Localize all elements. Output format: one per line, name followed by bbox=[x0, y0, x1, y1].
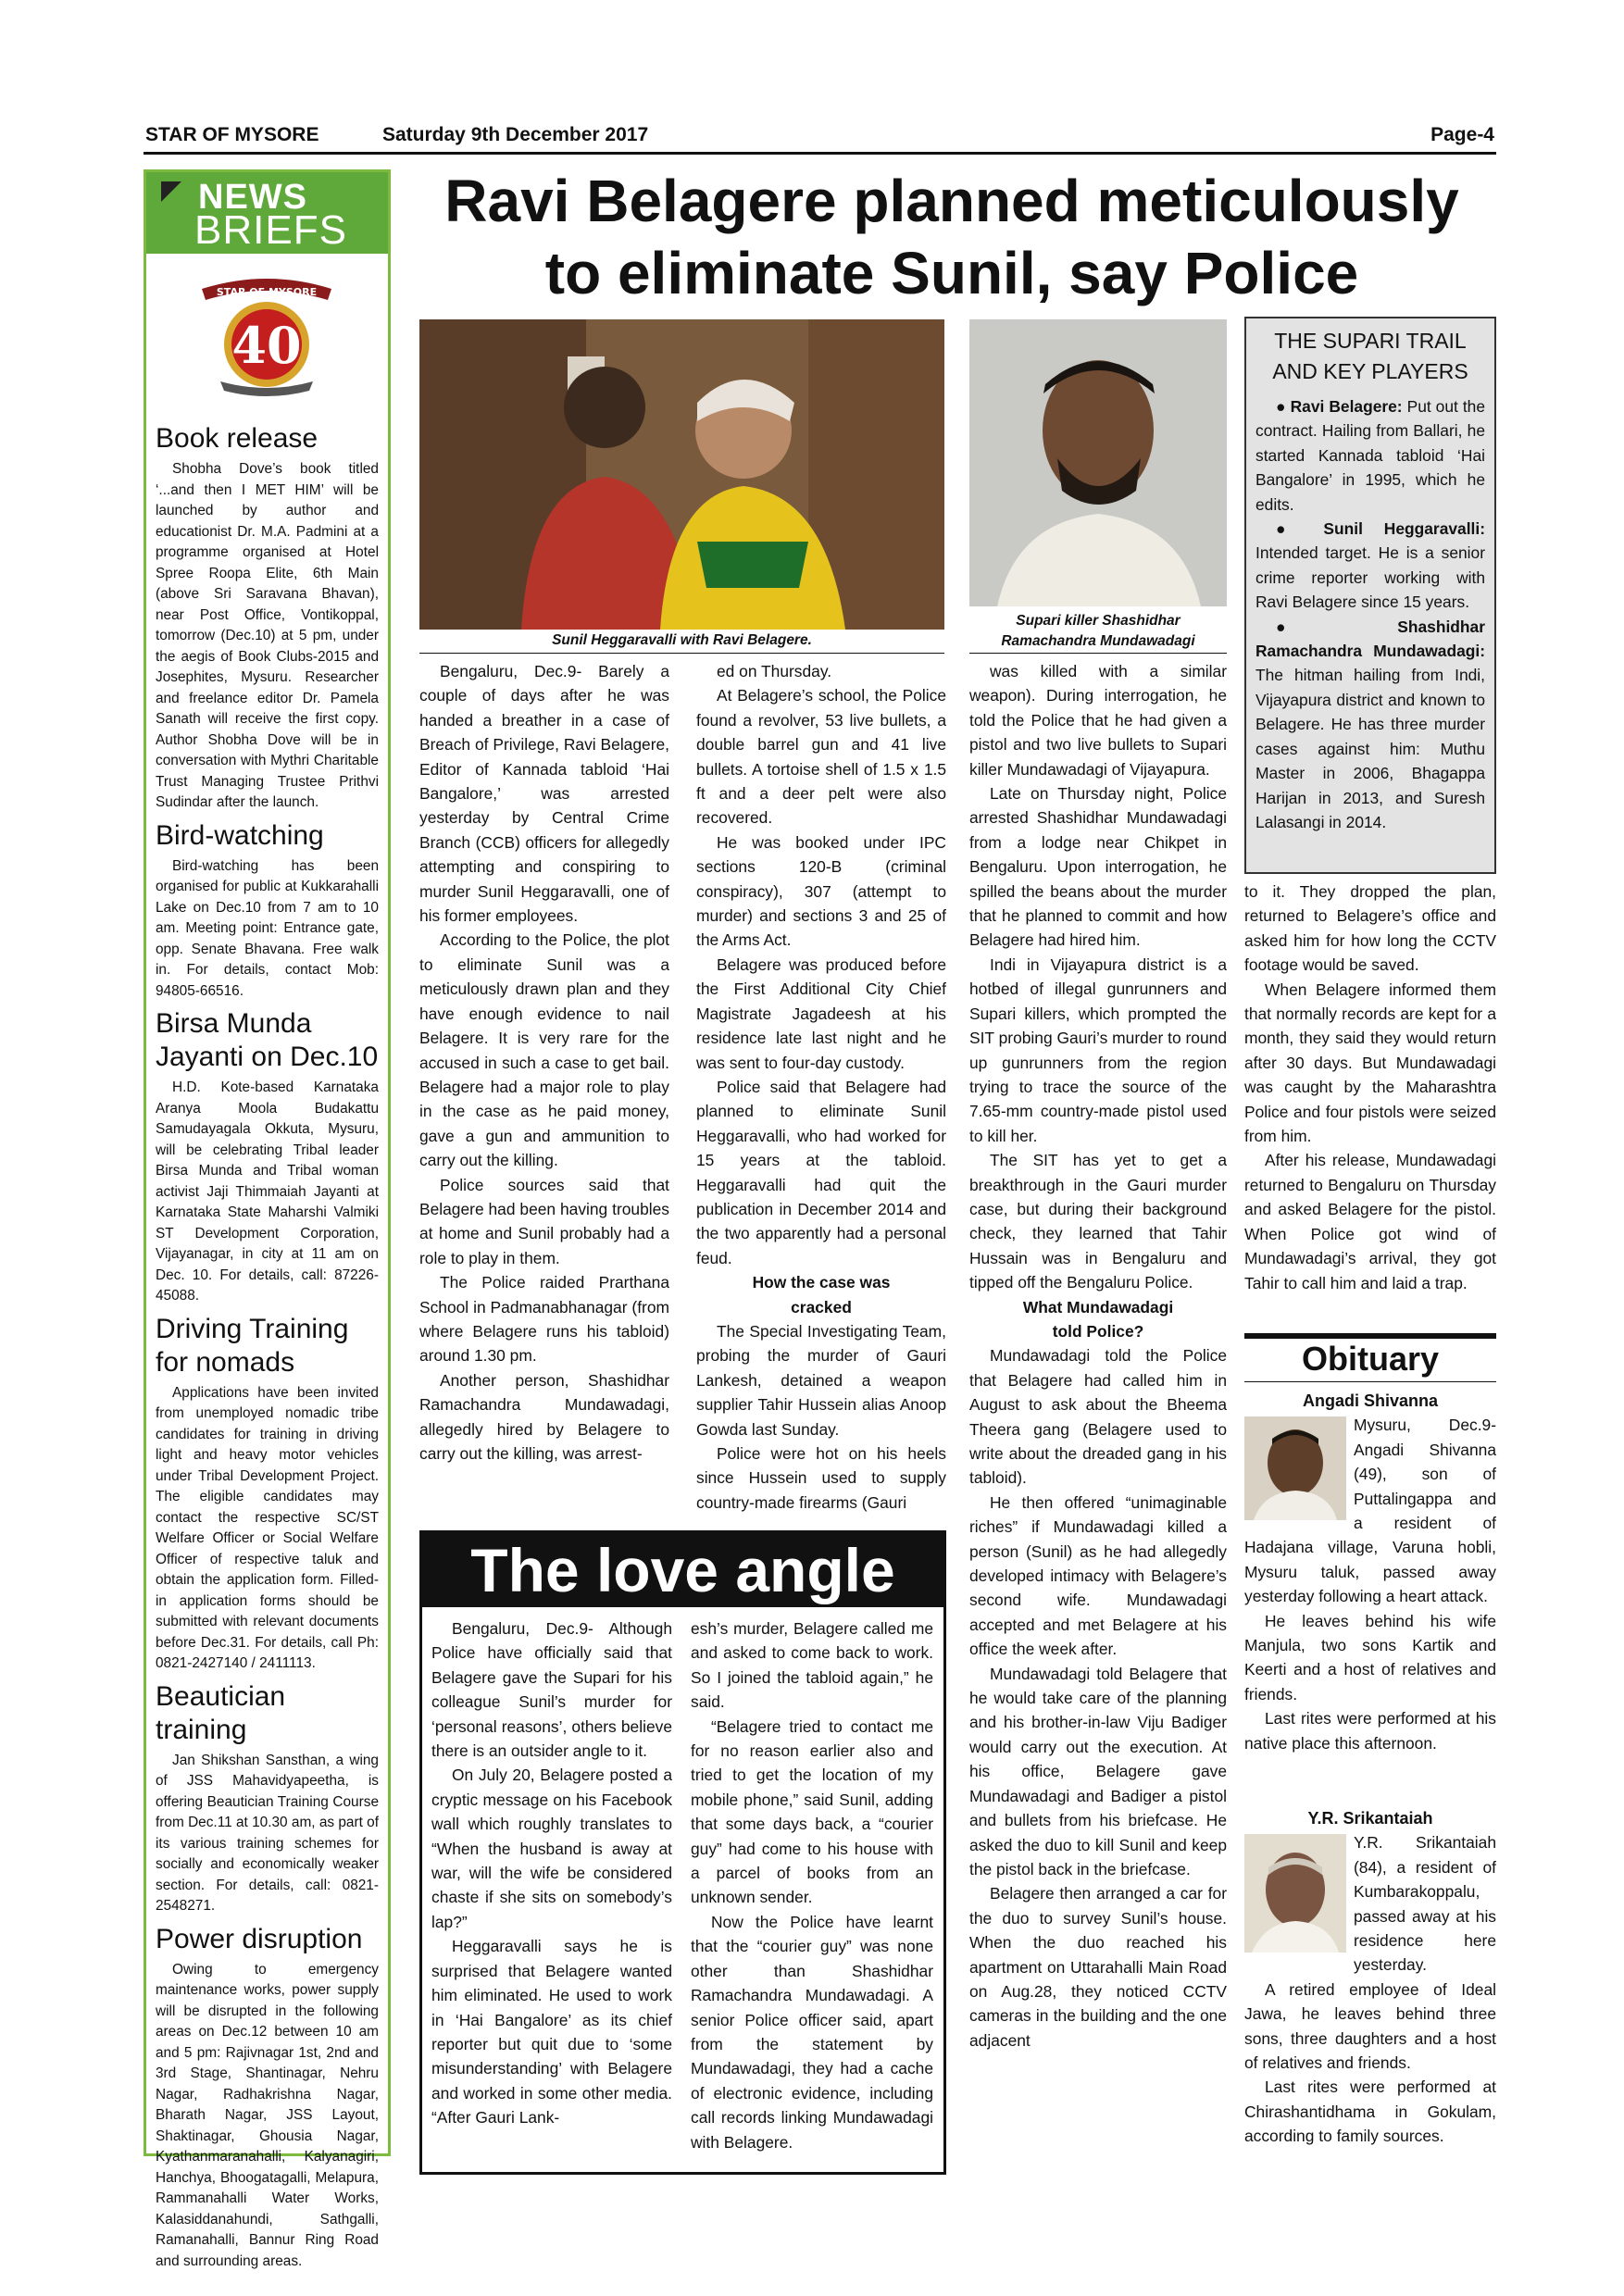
player-name: Shashidhar Ramachandra Mundawadagi: bbox=[1255, 617, 1485, 661]
obituary-title: Obituary bbox=[1301, 1340, 1440, 1378]
trail-item: ● Ravi Belagere: Put out the contract. Hailing from Ballari, he started Kannada tabloid ‘Hai Bangalore’ in 1995, which he edits. bbox=[1255, 397, 1485, 514]
header-rule bbox=[144, 152, 1496, 155]
player-name: Ravi Belagere: bbox=[1290, 397, 1403, 416]
trail-title bbox=[1246, 318, 1494, 387]
obituary-rule bbox=[1244, 1381, 1496, 1382]
photo2-caption-line1: Supari killer Shashidhar bbox=[1016, 613, 1181, 629]
obituary-entry-1 bbox=[1244, 1389, 1496, 1755]
paragraph: He was booked under IPC sections 120-B (criminal conspiracy), 307 (attempt to murder) and sections 3 and 25 of the Arms Act. bbox=[696, 832, 946, 950]
brief-title: Book release bbox=[156, 423, 319, 454]
photo-sunil-with-ravi bbox=[419, 319, 944, 630]
masthead-date: Saturday 9th December 2017 bbox=[382, 124, 649, 145]
paragraph: ed on Thursday. bbox=[717, 662, 832, 680]
paragraph: Late on Thursday night, Police arrested Shashidhar Mundawadagi from a lodge near Chikpet in Bengaluru. Upon interrogation, he spilled the beans about the murder that he planned to commit and how Belagere had hired him. bbox=[969, 784, 1227, 950]
paragraph: He leaves behind his wife Manjula, two sons Kartik and Keerti and a host of relatives and friends. bbox=[1244, 1611, 1496, 1703]
love-angle-title: The love angle bbox=[422, 1533, 943, 1607]
headline-line-2: to eliminate Sunil, say Police bbox=[544, 240, 1359, 306]
trail-items bbox=[1246, 387, 1494, 834]
photo-supari-killer bbox=[969, 319, 1227, 606]
briefs-list bbox=[156, 417, 379, 2272]
paragraph: Mundawadagi told Belagere that he would take care of the planning and his brother-in-law Viju Badiger would carry out the execution. At his office, Belagere gave Mundawadagi and Badiger a pistol and bullets from his briefcase. He asked the duo to kill Sunil and keep the pistol back in the briefcase. bbox=[969, 1664, 1227, 1878]
paragraph: The Police raided Prarthana School in Padmanabhanagar (from where Belagere runs his tabloid) around 1.30 pm. bbox=[419, 1273, 669, 1366]
caption-rule bbox=[419, 653, 944, 654]
love-angle-col-2 bbox=[691, 1616, 933, 2172]
main-story-col-2 bbox=[696, 659, 946, 1520]
news-briefs-banner bbox=[146, 172, 388, 254]
paragraph: Last rites were performed at Chirashantidhama in Gokulam, according to family sources. bbox=[1244, 2078, 1496, 2146]
paragraph: The SIT has yet to get a breakthrough in the Gauri murder case, but during their background check, they learned that Tahir Hussain was in Bengaluru and tipped off the Bengaluru Police. bbox=[969, 1151, 1227, 1292]
masthead-paper-name: STAR OF MYSORE bbox=[145, 124, 319, 145]
paragraph: Another person, Shashidhar Ramachandra Mundawadagi, allegedly hired by Belagere to carry out the killing, was arrest- bbox=[419, 1370, 669, 1463]
subhead-what-mundawadagi bbox=[969, 1295, 1227, 1344]
obituary-header bbox=[1244, 1333, 1496, 1383]
paragraph: Police were hot on his heels since Hussein used to supply country-made firearms (Gauri bbox=[696, 1444, 946, 1512]
brief-body: H.D. Kote-based Karnataka Aranya Moola Budakattu Samudayagala Okkuta, Mysuru, will be celebrating Tribal leader Birsa Munda and Tribal woman activist Jaji Thimmaiah Jayanti at Karnataka State Maharshi Valmiki ST Development Corporation, Vijayanagar, in city at 11 am on Dec. 10. For details, call: 87226-45088. bbox=[156, 1079, 379, 1304]
brief-beautician-training bbox=[156, 1680, 379, 1917]
paragraph: He then offered “unimaginable riches” if Mundawadagi killed a person (Sunil) as he had allegedly developed intimacy with Belagere’s second wife. Mundawadagi accepted and met Belagere at his office the week after. bbox=[969, 1492, 1227, 1659]
paragraph: On July 20, Belagere posted a cryptic message on his Facebook wall which roughly translates to “When the husband is away at war, will the wife be considered chaste if she sits on somebody’s lap?” bbox=[431, 1766, 672, 1931]
paragraph: Belagere was produced before the First Additional City Chief Magistrate Jagadeesh at his residence late last night and he was sent to four-day custody. bbox=[696, 955, 946, 1072]
photo2-caption-line2: Ramachandra Mundawadagi bbox=[1001, 633, 1195, 649]
subhead-line: How the case was bbox=[752, 1273, 891, 1292]
brief-body: Jan Shikshan Sansthan, a wing of JSS Mahavidyapeetha, is offering Beautician Training Course from Dec.11 at 10.30 am, as part of its various training schemes for socially and economically weaker section. For details, call: 0821-2548271. bbox=[156, 1752, 379, 1914]
paragraph: Y.R. Srikantaiah (84), a resident of Kumbarakoppalu, passed away at his residence here yesterday. bbox=[1354, 1833, 1496, 1975]
paragraph: Bengaluru, Dec.9- Barely a couple of days after he was handed a breather in a case of Breach of Privilege, Ravi Belagere, Editor of Kannada tabloid ‘Hai Bangalore,’ was arrested yesterday by Central Crime Branch (CCB) officers for allegedly attempting and conspiring to murder Sunil Heggaravalli, one of his former employees. bbox=[419, 662, 669, 926]
paragraph: The Special Investigating Team, probing the murder of Gauri Lankesh, detained a weapon supplier Tahir Hussein alias Anoop Gowda last Sunday. bbox=[696, 1321, 946, 1439]
brief-body: Bird-watching has been organised for public at Kukkarahalli Lake on Dec.10 from 7 am to 10 am. Meeting point: Entrance gate, opp. Senate Bhavana. Free walk in. For details, contact Mob: 94805-66516. bbox=[156, 857, 379, 999]
trail-title-line: AND KEY PLAYERS bbox=[1272, 359, 1468, 383]
paragraph: esh’s murder, Belagere called me and asked to come back to work. So I joined the tabloid again,” he said. bbox=[691, 1619, 933, 1712]
brief-birsa-munda bbox=[156, 1007, 379, 1307]
brief-title: Driving Training for nomads bbox=[156, 1313, 349, 1378]
paragraph: to it. They dropped the plan, returned to Belagere’s office and asked him for how long the CCTV footage would be saved. bbox=[1244, 882, 1496, 975]
paragraph: Heggaravalli says he is surprised that Belagere wanted him eliminated. He used to work in ‘Hai Bangalore’ as its chief reporter but quit due to ‘some misunderstanding’ with Belagere and worked in some other media. “After Gauri Lank- bbox=[431, 1937, 672, 2128]
brief-body: Shobha Dove’s book titled ‘...and then I MET HIM’ will be launched by author and educationist Dr. M.A. Padmini at a programme organised at Hotel Spree Roopa Elite, 6th Main (above Sri Saravana Bhavan), near Post Office, Vontikoppal, tomorrow (Dec.10) at 5 pm, under the aegis of Book Clubs-2015 and Josephites, Mysuru. Researcher and freelance editor Dr. Pamela Sanath will receive the first copy. Author Shobha Dove will be in conversation with Mythri Charitable Trust Managing Trustee Prithvi Sudindar after the launch. bbox=[156, 461, 379, 810]
paragraph: “Belagere tried to contact me for no reason earlier also and tried to get the location of my mobile phone,” said Sunil, adding that some days back, a “courier guy” had come to his house with a parcel of books from an unknown sender. bbox=[691, 1716, 933, 1907]
brief-driving-training bbox=[156, 1313, 379, 1675]
briefs-label: BRIEFS bbox=[194, 207, 347, 253]
paragraph: According to the Police, the plot to eliminate Sunil was a meticulously drawn plan and they have enough evidence to nail Belagere. It is very rare for the accused in such a case to get bail. Belagere had a major role to play in the case as he paid money, gave a gun and ammunition to carry out the killing. bbox=[419, 930, 669, 1170]
paragraph: When Belagere informed them that normally records are kept for a month, they said they would return after 30 days. But Mundawadagi was caught by the Maharashtra Police and four pistols were seized from him. bbox=[1244, 980, 1496, 1146]
paragraph: Last rites were performed at his native place this afternoon. bbox=[1244, 1709, 1496, 1753]
love-angle-col-1 bbox=[431, 1616, 672, 2172]
brief-title: Birsa Munda Jayanti on Dec.10 bbox=[156, 1008, 379, 1072]
main-story-col-3 bbox=[969, 659, 1227, 2177]
photo1-caption: Sunil Heggaravalli with Ravi Belagere. bbox=[552, 632, 812, 648]
paragraph: Belagere then arranged a car for the duo to survey Sunil’s house. When the duo reached his apartment on Uttarahalli Main Road on Aug.28, they noticed CCTV cameras in the building and the one adjacent bbox=[969, 1884, 1227, 2050]
subhead-line: told Police? bbox=[1052, 1321, 1144, 1341]
anniversary-logo bbox=[183, 272, 350, 402]
brief-body: Applications have been invited from unemployed nomadic tribe candidates for training in driving light and heavy motor vehicles under Tribal Development Project. The eligible candidates may contact the respective SC/ST Welfare Officer or Social Welfare Officer of respective taluk and obtain the application form. Filled-in application forms should be submitted with relevant documents before Dec.31. For details, call Ph: 0821-2427140 / 2411113. bbox=[156, 1384, 379, 1671]
main-story-col-1 bbox=[419, 659, 669, 1520]
paragraph: A retired employee of Ideal Jawa, he leaves behind three sons, three daughters and a host of relatives and friends. bbox=[1244, 1979, 1496, 2073]
paragraph: After his release, Mundawadagi returned to Bengaluru on Thursday and asked Belagere for the pistol. When Police got wind of Mundawadagi’s arrival, they got Tahir to call him and laid a trap. bbox=[1244, 1151, 1496, 1292]
brief-title: Beautician training bbox=[156, 1680, 286, 1745]
paragraph: Indi in Vijayapura district is a hotbed of illegal gunrunners and Supari killers, which prompted the SIT probing Gauri’s murder to round up gunrunners from the region trying to trace the source of the 7.65-mm country-made pistol used to kill her. bbox=[969, 955, 1227, 1145]
photo2-caption bbox=[969, 611, 1227, 652]
main-headline bbox=[406, 165, 1498, 309]
caption-rule bbox=[969, 653, 1227, 654]
player-desc: The hitman hailing from Indi, Vijayapura district and known to Belagere. He has three murder cases against him: Muthu Master in 2006, Bhagappa Harijan in 2013, and Suresh Lalasangi in 2014. bbox=[1255, 666, 1485, 831]
subhead-case-cracked bbox=[696, 1270, 946, 1319]
player-name: Sunil Heggaravalli: bbox=[1323, 519, 1485, 539]
obituary-entry-2 bbox=[1244, 1806, 1496, 2149]
trail-item: ● Sunil Heggaravalli: Intended target. He is a senior crime reporter working with Ravi Belagere since 15 years. bbox=[1255, 519, 1485, 612]
paragraph: Bengaluru, Dec.9- Although Police have officially said that Belagere gave the Supari for his colleague Sunil’s murder for ‘personal reasons’, others believe there is an outsider angle to it. bbox=[431, 1619, 672, 1761]
subhead-line: cracked bbox=[791, 1297, 852, 1316]
paragraph: Police said that Belagere had planned to eliminate Sunil Heggaravalli, who had worked for 15 years at the tabloid. Heggaravalli had quit the publication in December 2014 and the two apparently had a personal feud. bbox=[696, 1077, 946, 1267]
photo-angadi-shivanna bbox=[1244, 1416, 1346, 1520]
trail-item: ● Shashidhar Ramachandra Mundawadagi: The hitman hailing from Indi, Vijayapura district and known to Belagere. He has three murder cases against him: Muthu Master in 2006, Bhagappa Harijan in 2013, and Suresh Lalasangi in 2014. bbox=[1255, 617, 1485, 831]
brief-body: Owing to emergency maintenance works, power supply will be disrupted in the following areas on Dec.12 between 10 am and 5 pm: Rajivnagar 1st, 2nd and 3rd Stage, Shantinagar, Nehru Nagar, Radhakrishna Nagar, Bharath Nagar, JSS Layout, Shaktinagar, Ghousia Nagar, Kyathanmaranahalli, Kalyanagiri, Hanchya, Bhoogatagalli, Melapura, Rammanahalli Water Works, Kalasiddanahundi, Sathgalli, Ramanahalli, Bannur Ring Road and surrounding areas. bbox=[156, 1961, 379, 2269]
paragraph: Police sources said that Belagere had been having troubles at home and Sunil probably had a role to play in them. bbox=[419, 1175, 669, 1267]
news-label: NEWS bbox=[198, 178, 307, 217]
subhead-line: What Mundawadagi bbox=[1022, 1297, 1174, 1316]
trail-title-line: THE SUPARI TRAIL bbox=[1274, 329, 1467, 353]
banner-triangle-icon bbox=[161, 181, 181, 202]
paragraph: Mysuru, Dec.9- Angadi Shivanna (49), son of Puttalingappa and a resident of Hadajana village, Varuna hobli, Mysuru taluk, passed away yesterday following a heart attack. bbox=[1244, 1416, 1496, 1606]
supari-trail-box bbox=[1244, 317, 1496, 874]
brief-title: Power disruption bbox=[156, 1923, 363, 1954]
brief-title: Bird-watching bbox=[156, 819, 324, 851]
paragraph: Mundawadagi told the Police that Belagere had called him in August to ask about the Bheema Theera gang (Belagere used to write about the dreaded gang in his tabloid). bbox=[969, 1346, 1227, 1488]
love-angle-box bbox=[419, 1530, 946, 2175]
headline-line-1: Ravi Belagere planned meticulously bbox=[444, 168, 1459, 234]
main-story-col-4 bbox=[1244, 880, 1496, 1324]
brief-power-disruption bbox=[156, 1923, 379, 2273]
brief-bird-watching bbox=[156, 819, 379, 1003]
player-desc: Intended target. He is a senior crime reporter working with Ravi Belagere since 15 years. bbox=[1255, 543, 1485, 612]
paragraph: At Belagere’s school, the Police found a revolver, 53 live bullets, a double barrel gun and 41 live bullets. A tortoise shell of 1.5 x 1.5 ft and a deer pelt were also recovered. bbox=[696, 686, 946, 828]
page-number: Page-4 bbox=[1430, 124, 1494, 145]
player-desc: Put out the contract. Hailing from Ballari, he started Kannada tabloid ‘Hai Bangalore’ in 1995, which he edits. bbox=[1255, 397, 1485, 514]
logo-number: 40 bbox=[231, 316, 302, 375]
news-briefs-sidebar bbox=[144, 169, 391, 2269]
paragraph: was killed with a similar weapon). During interrogation, he told the Police that he had given a pistol and two live bullets to Supari killer Mundawadagi of Vijayapura. bbox=[969, 662, 1227, 779]
logo-text: STAR OF MYSORE bbox=[216, 286, 318, 298]
paragraph: Now the Police have learnt that the “courier guy” was none other than Shashidhar Ramachandra Mundawadagi. A senior Police officer said, apart from the statement by Mundawadagi, they had a cache of electronic evidence, including call records linking Mundawadagi with Belagere. bbox=[691, 1912, 933, 2152]
photo-yr-srikantaiah bbox=[1244, 1834, 1346, 1953]
obituary-name: Y.R. Srikantaiah bbox=[1307, 1809, 1433, 1828]
obituary-name: Angadi Shivanna bbox=[1302, 1391, 1439, 1410]
brief-book-release bbox=[156, 422, 379, 814]
